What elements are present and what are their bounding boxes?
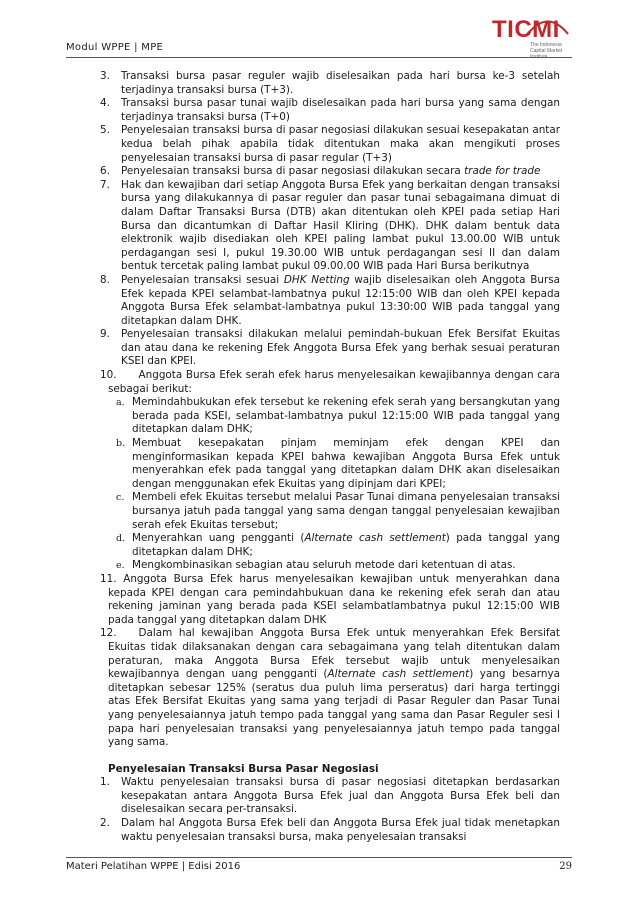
negotiation-settlement-list [100,776,560,844]
header-title: Modul WPPE | MPE [66,42,164,53]
header-divider [66,57,572,58]
list-item: 7. Hak dan kewajiban dari setiap Anggota Bursa Efek yang berkaitan dengan transaksi bursa yang dilakukannya di pasar reguler dan pasar tunai sebagaimana dimuat di dalam Daftar Transaksi Bursa (DTB) akan ditentukan oleh KPEI pada setiap Hari Bursa dan dicantumkan di Daftar Hasil Kliring (DHK). DHK dalam bentuk data elektronik wajib disediakan oleh KPEI paling lambat pukul 13.00.00 WIB untuk perdagangan sesi I, pukul 19.30.00 WIB untuk perdagangan sesi II dan dalam bentuk tercetak paling lambat pukul 09.00.00 WIB pada Hari Bursa berikutnya [100,178,560,273]
sub-list-item: d. Menyerahkan uang pengganti (Alternate cash settlement) pada tanggal yang ditetapkan dalam DHK; [116,532,561,558]
footer-divider [66,857,572,858]
page-content [100,70,561,844]
list-item: 1. Waktu penyelesaian transaksi bursa di pasar negosiasi ditetapkan berdasarkan kesepakatan antara Anggota Bursa Efek jual dan Anggota Bursa Efek beli dan diselesaikan secara per-transaksi. [100,776,560,816]
logo-subtitle-1: The Indonesia [530,42,562,48]
list-item: 4. Transaksi bursa pasar tunai wajib diselesaikan pada hari bursa yang sama dengan terjadinya transaksi bursa (T+0) [100,97,560,123]
list-item: 10. Anggota Bursa Efek serah efek harus menyelesaikan kewajibannya dengan cara sebagai berikut: a. Memindahbukukan efek tersebut ke rekening efek serah yang bersangkutan yang berada pada KSEI, selambat-lambatnya pukul 12:15:00 WIB pada tanggal yang ditetapkan dalam DHK; b. Membuat kesepakatan pinjam meminjam efek dengan KPEI dan menginformasikan kepada KPEI bahwa kewajiban Anggota Bursa Efek untuk menyerahkan efek pada tanggal yang ditetapkan dalam DHK akan diselesaikan dengan menggunakan efek Ekuitas yang dipinjam dari KPEI; c. Membeli efek Ekuitas tersebut melalui Pasar Tunai dimana penyelesaian transaksi bursanya jatuh pada tanggal yang sama dengan tanggal penyelesaian kewajiban serah efek Ekuitas tersebut; d. Menyerahkan uang pengganti (Alternate cash settlement) pada tanggal yang ditetapkan dalam DHK; e. Mengkombinasikan sebagian atau seluruh metode dari ketentuan di atas. [100,369,561,572]
sub-list-item: a. Memindahbukukan efek tersebut ke rekening efek serah yang bersangkutan yang berada pada KSEI, selambat-lambatnya pukul 12:15:00 WIB pada tanggal yang ditetapkan dalam DHK; [116,396,560,436]
footer-text: Materi Pelatihan WPPE | Edisi 2016 [66,861,241,872]
ticmi-logo [492,12,578,60]
list-item: 5. Penyelesaian transaksi bursa di pasar negosiasi dilakukan sesuai kesepakatan antar kedua belah pihak apabila tidak ditentukan maka akan mengikuti proses penyelesaian transaksi bursa di pasar regular (T+3) [100,124,560,164]
logo-wordmark: TICMI [492,16,560,43]
list-item: 9. Penyelesaian transaksi dilakukan melalui pemindah-bukuan Efek Bersifat Ekuitas dan atau dana ke rekening Efek Anggota Bursa Efek yang berhak sesuai peraturan KSEI dan KPEI. [100,328,560,368]
list-item: 3. Transaksi bursa pasar reguler wajib diselesaikan pada hari bursa ke-3 setelah terjadinya transaksi bursa (T+3). [100,70,560,96]
settlement-rules-list [100,70,561,750]
sub-list-item: e. Mengkombinasikan sebagian atau seluruh metode dari ketentuan di atas. [116,559,516,572]
section-title: Penyelesaian Transaksi Bursa Pasar Negosiasi [108,762,379,775]
page-number: 29 [559,861,572,872]
list-item: 6. Penyelesaian transaksi bursa di pasar negosiasi dilakukan secara trade for trade [100,165,541,178]
list-item: 2. Dalam hal Anggota Bursa Efek beli dan Anggota Bursa Efek jual tidak menetapkan waktu penyelesaian transaksi bursa, maka penyelesaian transaksi [100,817,560,843]
logo-subtitle-2: Capital Market Institute [530,48,563,60]
list-item: 12. Dalam hal kewajiban Anggota Bursa Efek untuk menyerahkan Efek Bersifat Ekuitas tidak dilaksanakan dengan cara sebagaimana yang telah ditentukan dalam peraturan, maka Anggota Bursa Efek tersebut wajib untuk menyelesaikan kewajibannya dengan uang pengganti (Alternate cash settlement) yang besarnya ditetapkan sebesar 125% (seratus dua puluh lima perseratus) dari harga tertinggi atas Efek Bersifat Ekuitas yang sama yang terjadi di Pasar Reguler dan Pasar Tunai yang penyelesaiannya jatuh tempo pada tanggal yang sama dan Pasar Reguler sesi I papa hari penyelesaian transaksi yang penyelesaiannya jatuh tempo pada tanggal yang sama. [100,627,560,749]
sub-list-item: c. Membeli efek Ekuitas tersebut melalui Pasar Tunai dimana penyelesaian transaksi bursanya jatuh pada tanggal yang sama dengan tanggal penyelesaian kewajiban serah efek Ekuitas tersebut; [116,491,560,531]
sub-list-item: b. Membuat kesepakatan pinjam meminjam efek dengan KPEI dan menginformasikan kepada KPEI bahwa kewajiban Anggota Bursa Efek untuk menyerahkan efek pada tanggal yang ditetapkan dalam DHK akan diselesaikan dengan menggunakan efek Ekuitas yang dipinjam dari KPEI; [116,437,560,490]
list-item: 11. Anggota Bursa Efek harus menyelesaikan kewajiban untuk menyerahkan dana kepada KPEI dengan cara pemindahbukuan dana ke rekening efek serah dan atau rekening jaminan yang berada pada KSEI selambatlambatnya pukul 12:15:00 WIB pada tanggal yang ditetapkan dalam DHK [100,572,560,626]
sub-list [108,396,560,573]
list-item: 8. Penyelesaian transaksi sesuai DHK Netting wajib diselesaikan oleh Anggota Bursa Efek kepada KPEI selambat-lambatnya pukul 12:15:00 WIB dan oleh KPEI kepada Anggota Bursa Efek selambat-lambatnya pukul 13:30:00 WIB pada tanggal yang ditetapkan dalam DHK. [100,273,561,327]
